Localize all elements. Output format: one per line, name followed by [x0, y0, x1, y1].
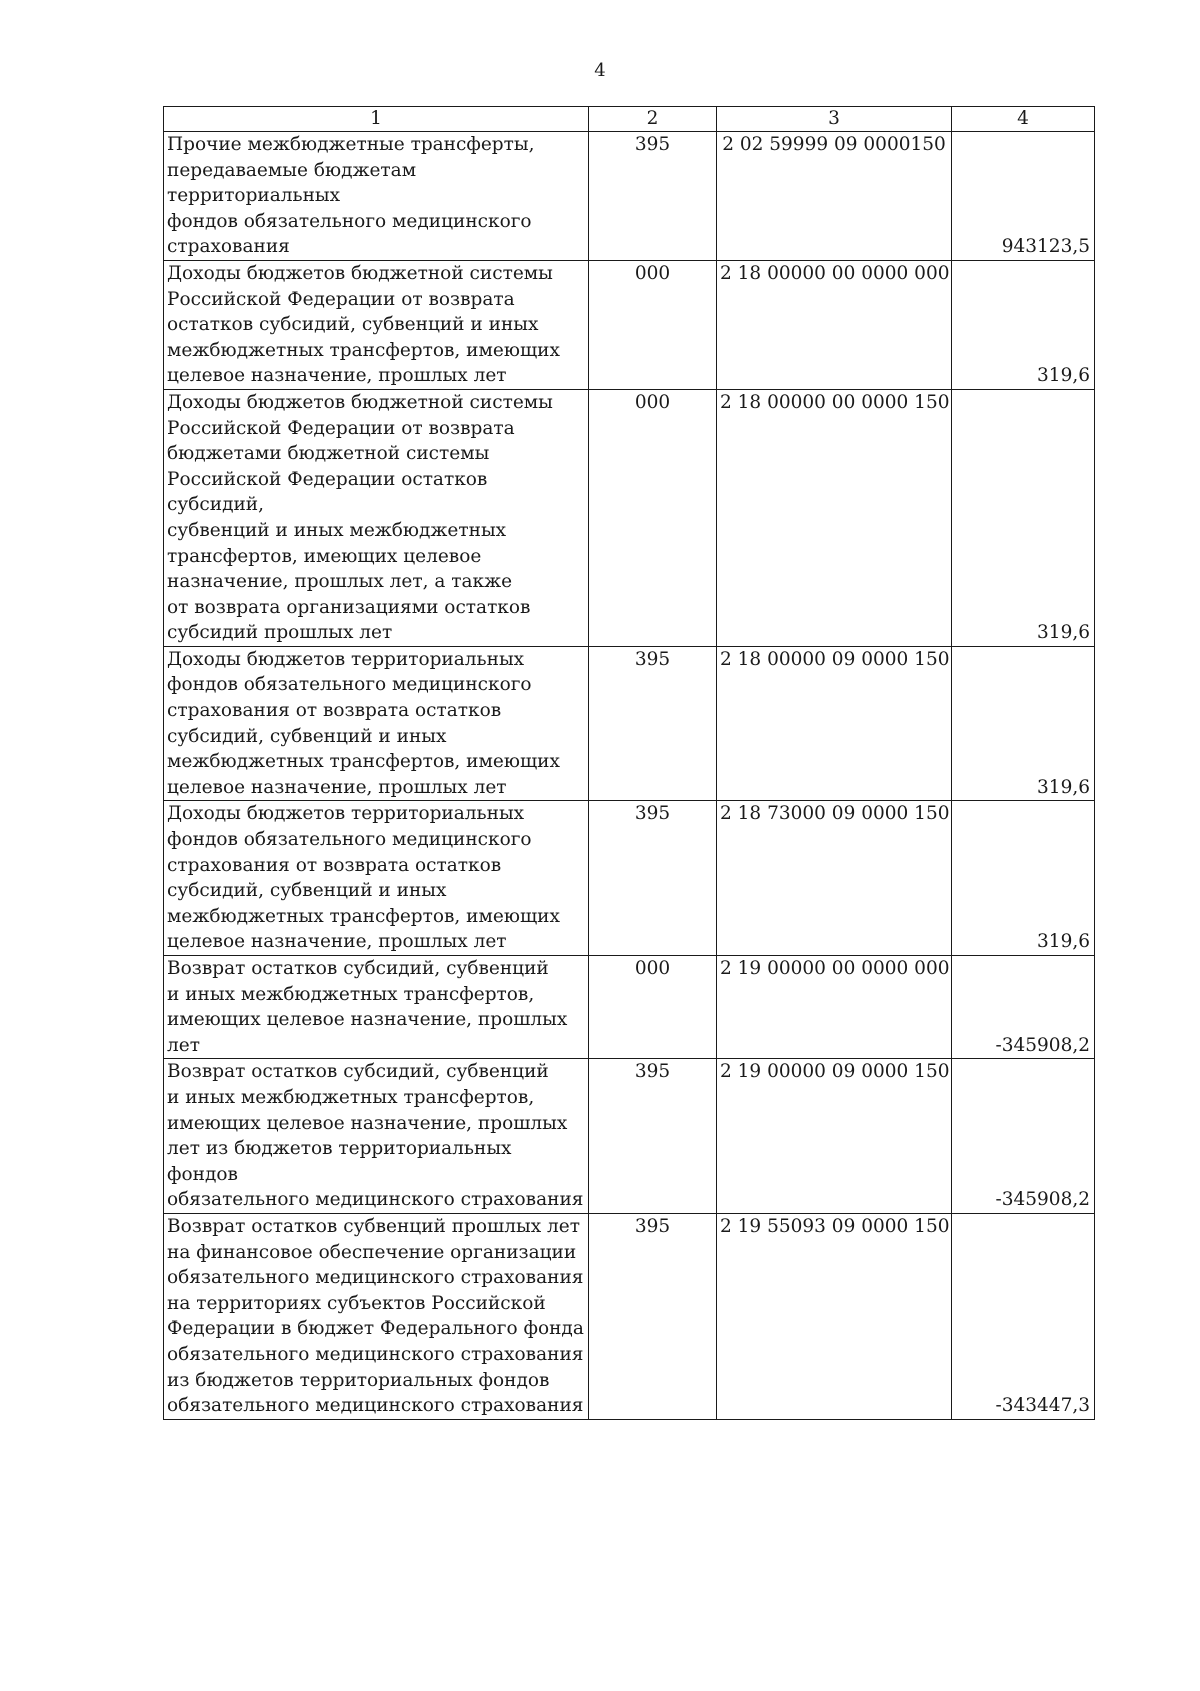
revenue-name-cell: Доходы бюджетов территориальных фондов обязательного медицинского страхования от возврата остатков субсидий, субвенций и иных межбюджетных трансфертов, имеющих целевое назначение, прошлых лет — [164, 801, 589, 956]
table-row — [164, 1059, 1095, 1214]
table-row — [164, 646, 1095, 801]
table-row — [164, 132, 1095, 261]
budget-code-cell: 2 18 73000 09 0000 150 — [717, 801, 952, 956]
revenue-name-cell: Прочие межбюджетные трансферты, передаваемые бюджетам территориальных фондов обязательного медицинского страхования — [164, 132, 589, 261]
admin-code-cell: 000 — [589, 260, 717, 389]
amount-cell: 319,6 — [952, 801, 1095, 956]
column-header-2: 2 — [589, 107, 717, 132]
amount-cell: 319,6 — [952, 389, 1095, 646]
table-header — [164, 107, 1095, 132]
amount-cell: 943123,5 — [952, 132, 1095, 261]
admin-code-cell: 395 — [589, 1059, 717, 1214]
column-header-3: 3 — [717, 107, 952, 132]
column-header-1: 1 — [164, 107, 589, 132]
amount-cell: 319,6 — [952, 646, 1095, 801]
table-body — [164, 132, 1095, 1420]
revenue-name-cell: Возврат остатков субсидий, субвенций и иных межбюджетных трансфертов, имеющих целевое назначение, прошлых лет — [164, 956, 589, 1059]
budget-code-cell: 2 18 00000 00 0000 000 — [717, 260, 952, 389]
amount-cell: -343447,3 — [952, 1213, 1095, 1419]
admin-code-cell: 000 — [589, 956, 717, 1059]
column-header-4: 4 — [952, 107, 1095, 132]
budget-code-cell: 2 19 00000 00 0000 000 — [717, 956, 952, 1059]
admin-code-cell: 395 — [589, 646, 717, 801]
amount-cell: 319,6 — [952, 260, 1095, 389]
revenue-name-cell: Доходы бюджетов бюджетной системы Российской Федерации от возврата остатков субсидий, субвенций и иных межбюджетных трансфертов, имеющих целевое назначение, прошлых лет — [164, 260, 589, 389]
admin-code-cell: 395 — [589, 1213, 717, 1419]
budget-code-cell: 2 02 59999 09 0000150 — [717, 132, 952, 261]
budget-code-cell: 2 19 00000 09 0000 150 — [717, 1059, 952, 1214]
admin-code-cell: 000 — [589, 389, 717, 646]
admin-code-cell: 395 — [589, 801, 717, 956]
budget-code-cell: 2 19 55093 09 0000 150 — [717, 1213, 952, 1419]
admin-code-cell: 395 — [589, 132, 717, 261]
table-row — [164, 956, 1095, 1059]
budget-code-cell: 2 18 00000 00 0000 150 — [717, 389, 952, 646]
revenue-name-cell: Возврат остатков субвенций прошлых лет на финансовое обеспечение организации обязательного медицинского страхования на территориях субъектов Российской Федерации в бюджет Федерального фонда обязательного медицинского страхования из бюджетов территориальных фондов обязательного медицинского страхования — [164, 1213, 589, 1419]
page-number: 4 — [594, 60, 606, 81]
header-row — [164, 107, 1095, 132]
budget-code-cell: 2 18 00000 09 0000 150 — [717, 646, 952, 801]
amount-cell: -345908,2 — [952, 1059, 1095, 1214]
revenue-name-cell: Возврат остатков субсидий, субвенций и иных межбюджетных трансфертов, имеющих целевое назначение, прошлых лет из бюджетов территориальных фондов обязательного медицинского страхования — [164, 1059, 589, 1214]
revenue-name-cell: Доходы бюджетов территориальных фондов обязательного медицинского страхования от возврата остатков субсидий, субвенций и иных межбюджетных трансфертов, имеющих целевое назначение, прошлых лет — [164, 646, 589, 801]
table-row — [164, 1213, 1095, 1419]
budget-revenue-table — [163, 106, 1095, 1420]
revenue-name-cell: Доходы бюджетов бюджетной системы Российской Федерации от возврата бюджетами бюджетной системы Российской Федерации остатков субсидий, субвенций и иных межбюджетных трансфертов, имеющих целевое назначение, прошлых лет, а также от возврата организациями остатков субсидий прошлых лет — [164, 389, 589, 646]
amount-cell: -345908,2 — [952, 956, 1095, 1059]
table-row — [164, 389, 1095, 646]
table-row — [164, 801, 1095, 956]
table-row — [164, 260, 1095, 389]
